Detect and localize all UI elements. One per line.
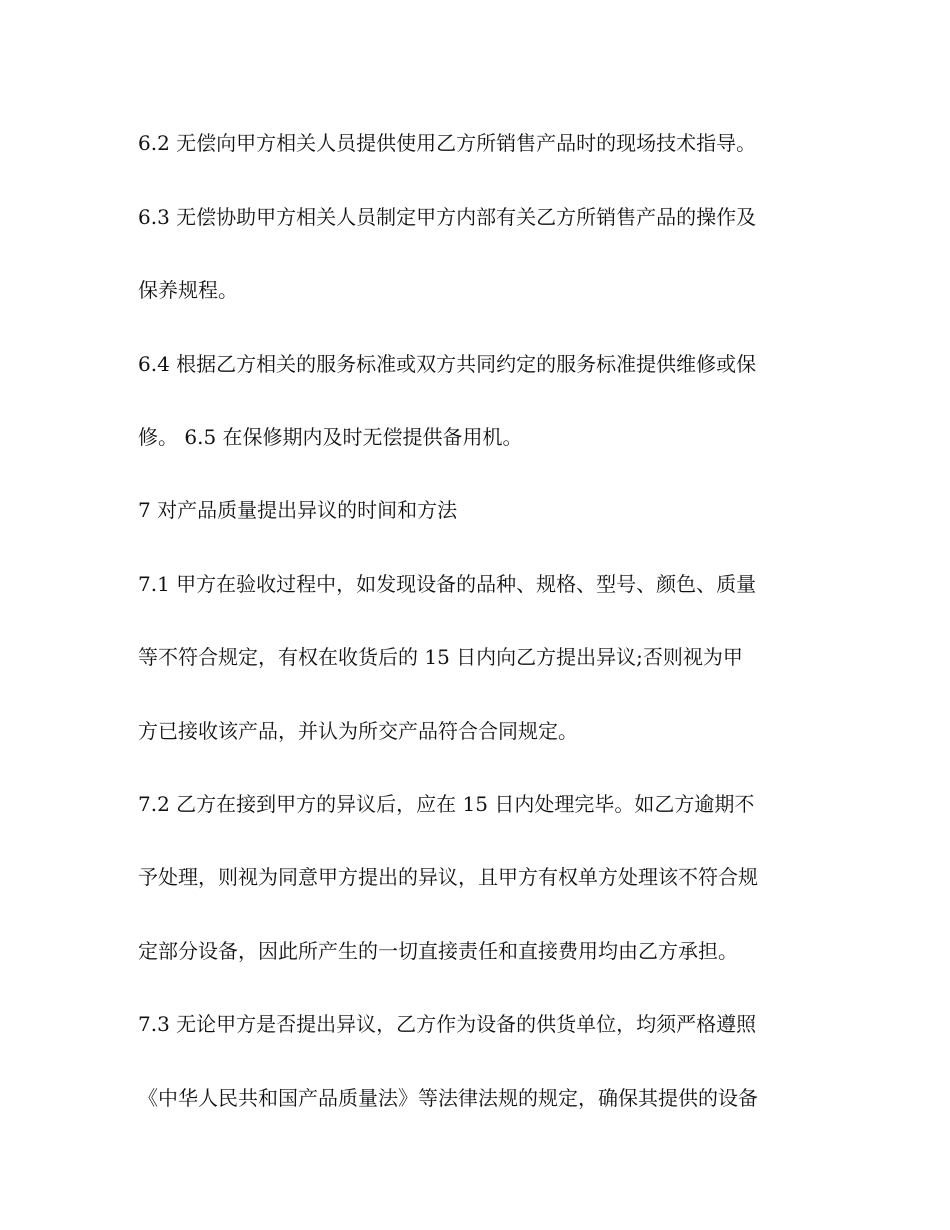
clause-6-4-6-5-line: 修。 6.5 在保修期内及时无偿提供备用机。: [138, 425, 523, 449]
clause-7-1-end: 方已接收该产品，并认为所交产品符合合同规定。: [138, 719, 578, 743]
section-7-heading: 7 对产品质量提出异议的时间和方法: [138, 498, 458, 522]
clause-6-4-line: 6.4 根据乙方相关的服务标准或双方共同约定的服务标准提供维修或保: [138, 352, 757, 376]
clause-7-2-end: 定部分设备，因此所产生的一切直接责任和直接费用均由乙方承担。: [138, 939, 738, 963]
clause-7-2-line: 7.2 乙方在接到甲方的异议后，应在 15 日内处理完毕。如乙方逾期不: [138, 792, 755, 816]
clause-6-3-continued: 保养规程。: [138, 278, 238, 302]
clause-7-1-continued: 等不符合规定，有权在收货后的 15 日内向乙方提出异议;否则视为甲: [138, 645, 743, 669]
clause-6-3-line: 6.3 无偿协助甲方相关人员制定甲方内部有关乙方所销售产品的操作及: [138, 205, 757, 229]
clause-7-1-line: 7.1 甲方在验收过程中，如发现设备的品种、规格、型号、颜色、质量: [138, 572, 757, 596]
clause-7-3-continued: 《中华人民共和国产品质量法》等法律法规的规定，确保其提供的设备: [138, 1086, 758, 1110]
clause-7-2-continued: 予处理，则视为同意甲方提出的异议，且甲方有权单方处理该不符合规: [138, 865, 758, 889]
clause-7-3-line: 7.3 无论甲方是否提出异议，乙方作为设备的供货单位，均须严格遵照: [138, 1012, 757, 1036]
clause-6-2-line: 6.2 无偿向甲方相关人员提供使用乙方所销售产品时的现场技术指导。: [138, 131, 757, 155]
